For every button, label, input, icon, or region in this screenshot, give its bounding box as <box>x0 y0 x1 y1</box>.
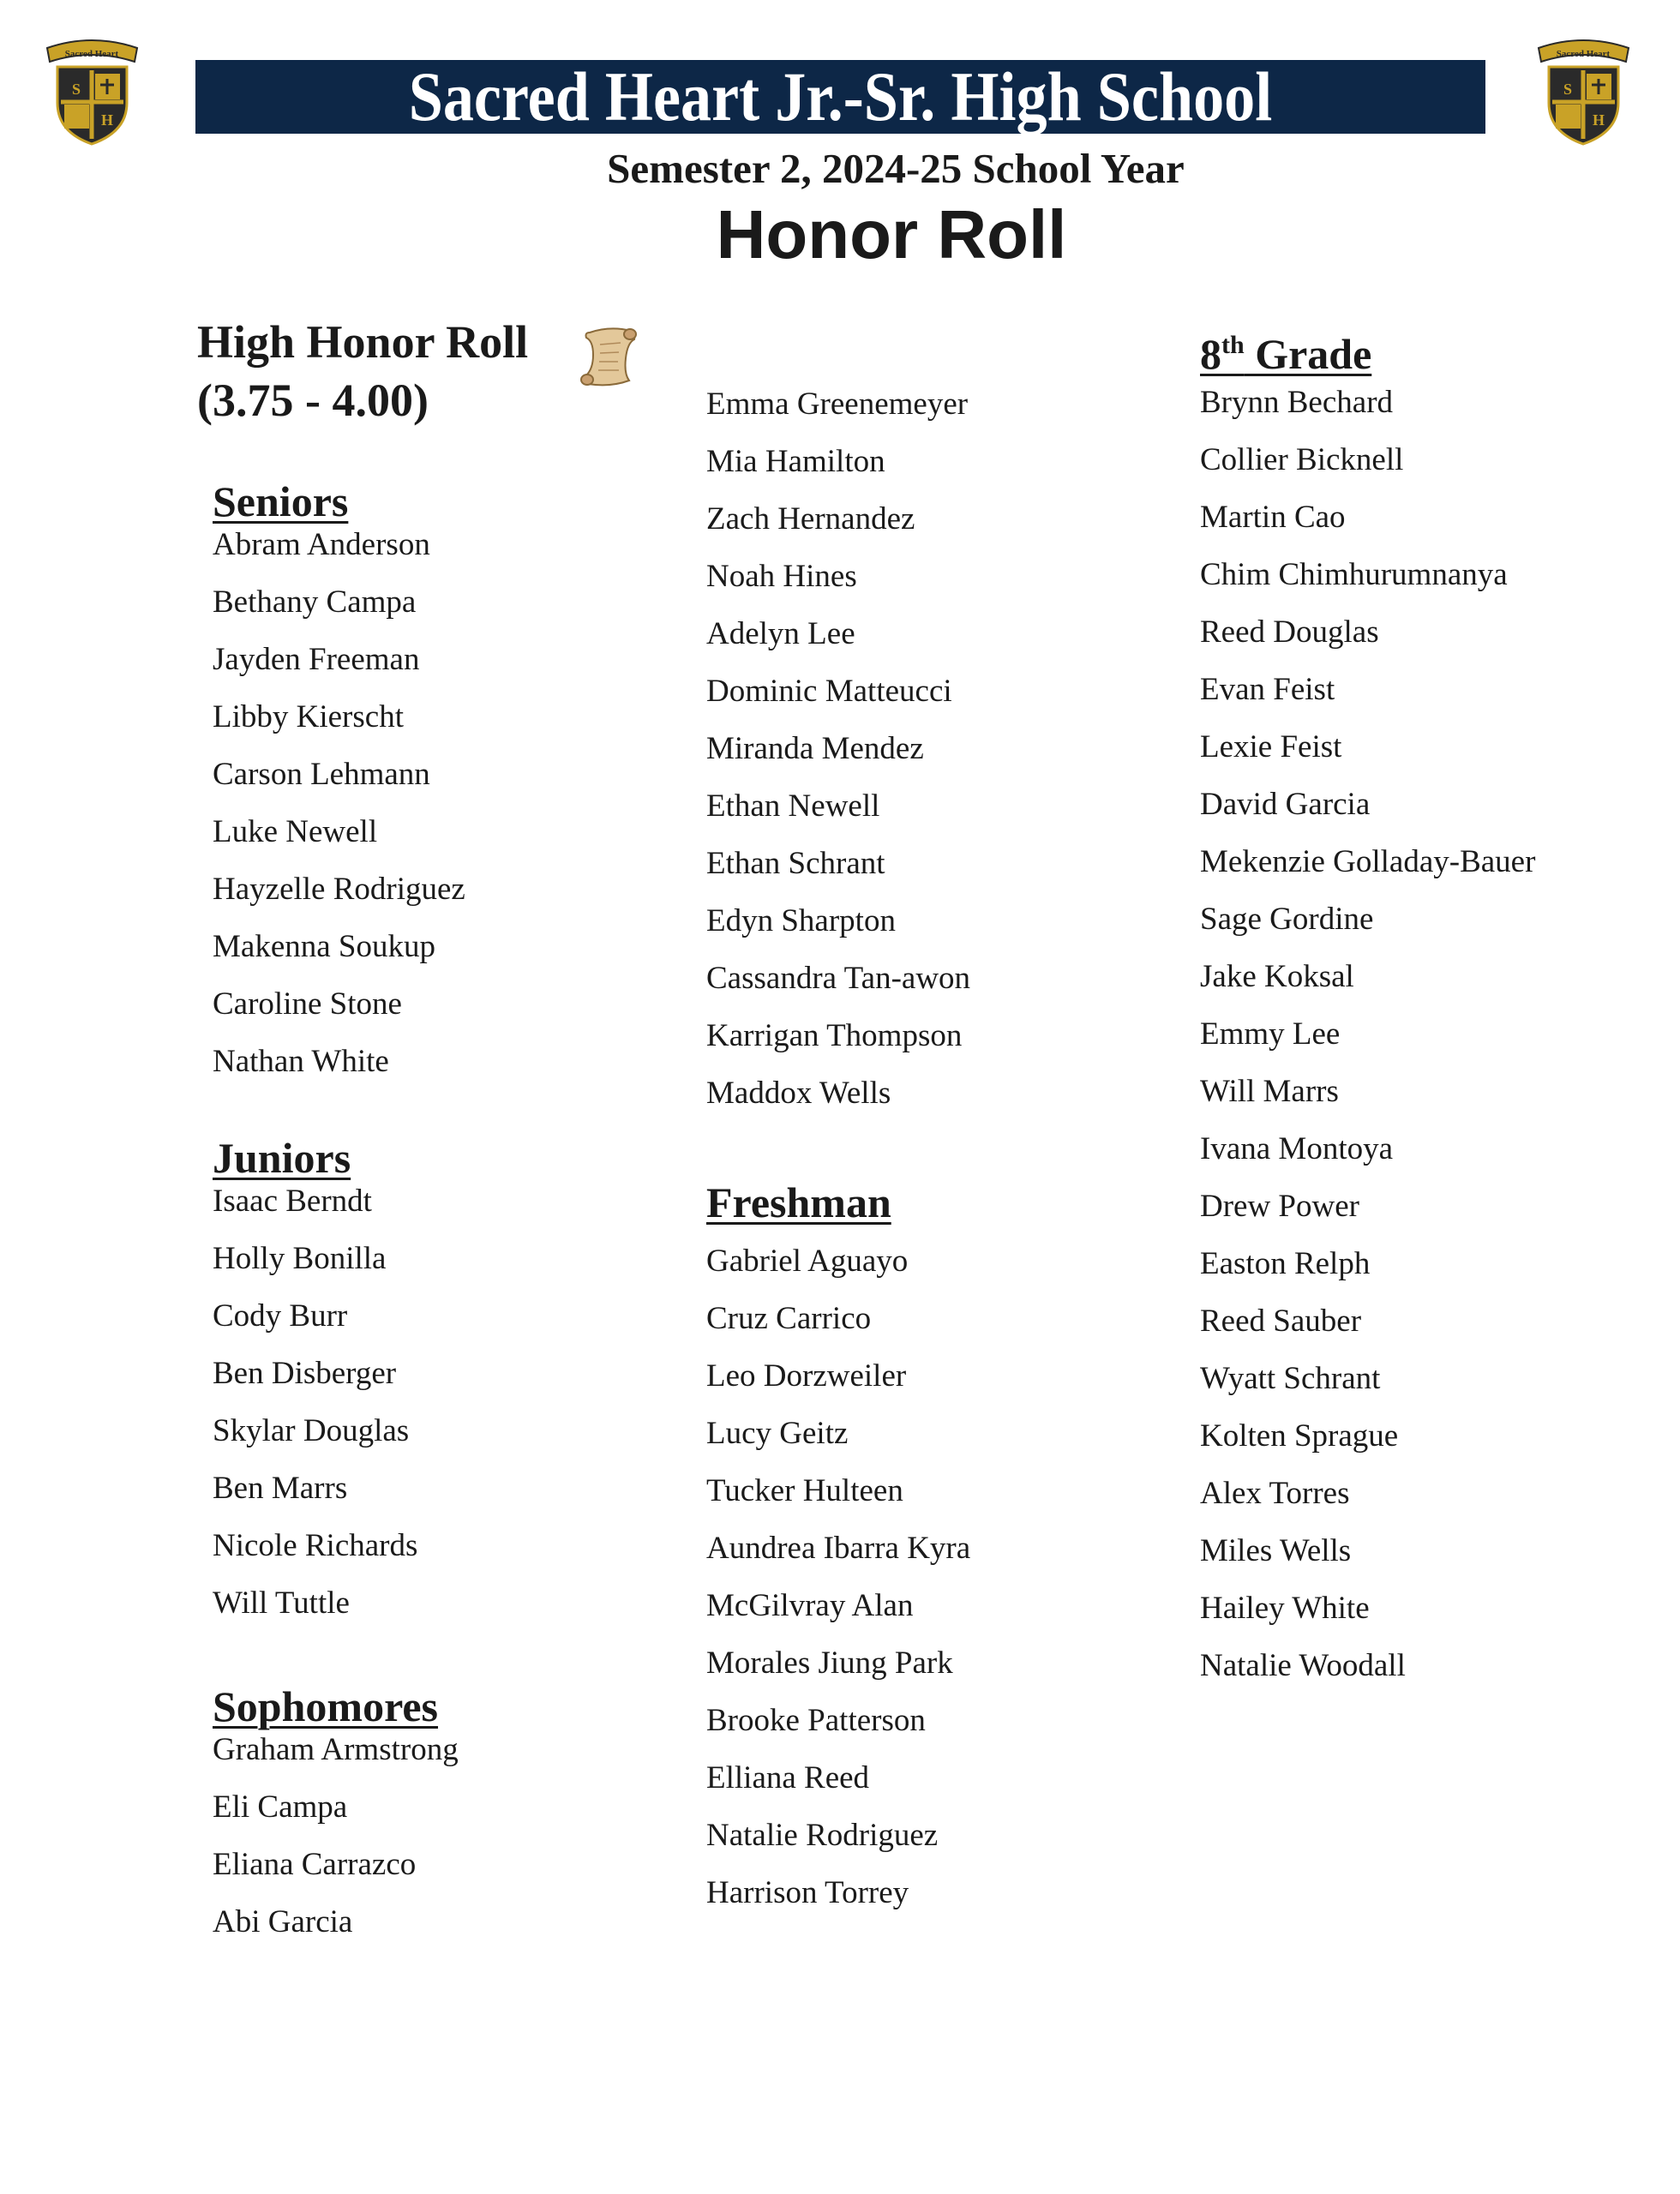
svg-text:H: H <box>100 111 114 129</box>
school-crest-left-icon <box>39 36 146 147</box>
svg-text:H: H <box>1592 111 1605 129</box>
student-name: Ethan Newell <box>706 788 880 824</box>
student-name: Brynn Bechard <box>1200 385 1394 420</box>
student-name: Eli Campa <box>213 1789 348 1825</box>
seniors-list <box>213 516 465 1090</box>
student-name: David Garcia <box>1200 787 1371 822</box>
freshman-list <box>706 1232 970 1921</box>
student-name: Carson Lehmann <box>213 757 430 792</box>
honor-roll-range: (3.75 - 4.00) <box>197 375 429 426</box>
honor-roll-heading <box>197 313 528 429</box>
student-name: Lexie Feist <box>1200 729 1342 764</box>
student-name: Ivana Montoya <box>1200 1131 1394 1166</box>
student-name: Eliana Carrazco <box>213 1847 417 1882</box>
student-name: Wyatt Schrant <box>1200 1361 1381 1396</box>
student-name: Nicole Richards <box>213 1528 418 1563</box>
student-name: Edyn Sharpton <box>706 903 896 938</box>
student-name: Mia Hamilton <box>706 444 885 479</box>
student-name: McGilvray Alan <box>706 1588 914 1623</box>
eighth-grade-number: 8 <box>1200 330 1221 378</box>
student-name: Collier Bicknell <box>1200 442 1404 477</box>
student-name: Reed Douglas <box>1200 614 1379 650</box>
student-name: Drew Power <box>1200 1189 1359 1224</box>
student-name: Kolten Sprague <box>1200 1418 1399 1454</box>
student-name: Chim Chimhurumnanya <box>1200 557 1508 592</box>
eighth-grade-suffix: th <box>1221 331 1245 359</box>
eighth-grade-list <box>1200 374 1535 1694</box>
student-name: Caroline Stone <box>213 986 402 1022</box>
student-name: Aundrea Ibarra Kyra <box>706 1531 971 1566</box>
svg-text:Sacred Heart: Sacred Heart <box>64 49 119 59</box>
student-name: Emma Greenemeyer <box>706 387 969 422</box>
student-name: Gabriel Aguayo <box>706 1244 909 1279</box>
student-name: Jake Koksal <box>1200 959 1354 994</box>
student-name: Sage Gordine <box>1200 902 1374 937</box>
student-name: Adelyn Lee <box>706 616 855 651</box>
freshman-heading: Freshman <box>706 1178 891 1226</box>
school-name: Sacred Heart Jr.-Sr. High School <box>408 57 1273 135</box>
student-name: Cody Burr <box>213 1298 348 1334</box>
eighth-grade-heading <box>1200 330 1372 378</box>
student-name: Cruz Carrico <box>706 1301 872 1336</box>
scroll-icon <box>576 324 643 391</box>
student-name: Graham Armstrong <box>213 1732 459 1767</box>
student-name: Bethany Campa <box>213 584 417 620</box>
student-name: Jayden Freeman <box>213 642 420 677</box>
svg-text:S: S <box>71 81 81 98</box>
student-name: Lucy Geitz <box>706 1416 849 1451</box>
student-name: Maddox Wells <box>706 1076 891 1111</box>
student-name: Abram Anderson <box>213 527 430 562</box>
student-name: Ben Marrs <box>213 1471 348 1506</box>
seniors-heading: Seniors <box>213 477 349 525</box>
student-name: Karrigan Thompson <box>706 1018 963 1053</box>
student-name: Will Tuttle <box>213 1586 350 1621</box>
student-name: Reed Sauber <box>1200 1304 1362 1339</box>
eighth-grade-word: Grade <box>1244 330 1372 378</box>
student-name: Emmy Lee <box>1200 1016 1341 1052</box>
student-name: Cassandra Tan-awon <box>706 961 971 996</box>
student-name: Holly Bonilla <box>213 1241 387 1276</box>
student-name: Evan Feist <box>1200 672 1335 707</box>
student-name: Dominic Matteucci <box>706 674 952 709</box>
student-name: Morales Jiung Park <box>706 1646 953 1681</box>
student-name: Elliana Reed <box>706 1760 870 1795</box>
student-name: Libby Kierscht <box>213 699 404 734</box>
student-name: Luke Newell <box>213 814 378 849</box>
honor-roll-title: High Honor Roll <box>197 316 529 368</box>
svg-text:S: S <box>1563 81 1573 98</box>
sophomores-list <box>213 1721 459 1951</box>
page-title: Honor Roll <box>716 196 1067 273</box>
student-name: Makenna Soukup <box>213 929 435 964</box>
student-name: Easton Relph <box>1200 1246 1371 1281</box>
student-name: Abi Garcia <box>213 1904 353 1939</box>
student-name: Alex Torres <box>1200 1476 1350 1511</box>
juniors-heading: Juniors <box>213 1134 351 1182</box>
sophomores-heading: Sophomores <box>213 1682 439 1730</box>
school-crest-right-icon <box>1530 36 1637 147</box>
student-name: Isaac Berndt <box>213 1184 372 1219</box>
student-name: Natalie Rodriguez <box>706 1818 939 1853</box>
school-banner <box>195 57 1485 135</box>
svg-text:Sacred Heart: Sacred Heart <box>1556 49 1611 59</box>
student-name: Ben Disberger <box>213 1356 397 1391</box>
student-name: Hailey White <box>1200 1591 1370 1626</box>
semester-subtitle: Semester 2, 2024-25 School Year <box>607 145 1185 192</box>
student-name: Brooke Patterson <box>706 1703 926 1738</box>
student-name: Mekenzie Golladay-Bauer <box>1200 844 1536 879</box>
student-name: Ethan Schrant <box>706 846 885 881</box>
student-name: Noah Hines <box>706 559 857 594</box>
student-name: Harrison Torrey <box>706 1875 909 1910</box>
student-name: Skylar Douglas <box>213 1413 410 1448</box>
student-name: Miranda Mendez <box>706 731 924 766</box>
student-name: Zach Hernandez <box>706 501 915 537</box>
student-name: Leo Dorzweiler <box>706 1358 907 1394</box>
sophomores-list-continued <box>706 375 970 1122</box>
juniors-list <box>213 1172 417 1632</box>
student-name: Martin Cao <box>1200 500 1346 535</box>
student-name: Miles Wells <box>1200 1533 1352 1568</box>
student-name: Will Marrs <box>1200 1074 1339 1109</box>
student-name: Hayzelle Rodriguez <box>213 872 465 907</box>
student-name: Nathan White <box>213 1044 389 1079</box>
student-name: Tucker Hulteen <box>706 1473 903 1508</box>
student-name: Natalie Woodall <box>1200 1648 1406 1683</box>
